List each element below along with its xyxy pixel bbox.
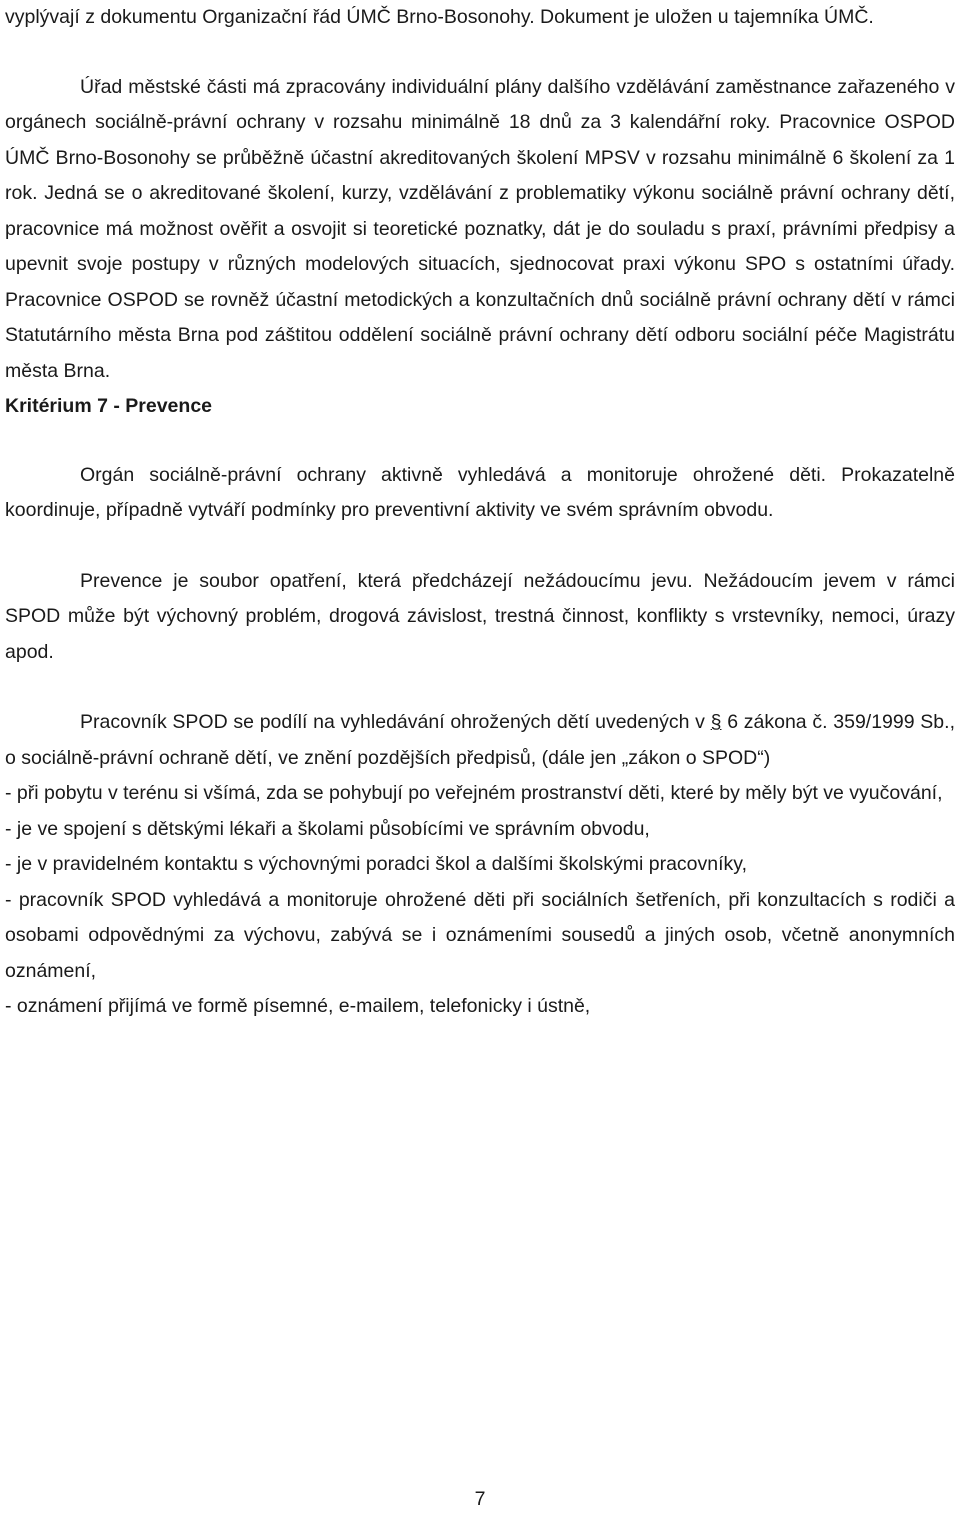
paragraph-organizational-rules: vyplývají z dokumentu Organizační řád ÚMČ Brno-Bosonohy. Dokument je uložen u tajemníka ÚMČ. — [5, 6, 874, 28]
paragraph-education-plans: Úřad městské části má zpracovány individuální plány dalšího vzdělávání zaměstnance zařazeného v orgánech sociálně-právní ochrany v rozsahu minimálně 18 dnů za 3 kalendářní roky. Pracovnice OSPOD ÚMČ Brno-Bosonohy se průběžně účastní akreditovaných školení MPSV v rozsahu minimálně 6 školení za 1 rok. Jedná se o akreditované školení, kurzy, vzdělávání z problematiky výkonu sociálně právní ochrany dětí, pracovnice má možnost ověřit a osvojit si teoretické poznatky, dát je do souladu s praxí, právními předpisy a upevnit svoje postupy v různých modelových situacích, sjednocovat praxi výkonu SPO s ostatními úřady. Pracovnice OSPOD se rovněž účastní metodických a konzultačních dnů sociálně právní ochrany dětí v rámci Statutárního města Brna pod záštitou oddělení sociálně právní ochrany dětí odboru sociální péče Magistrátu města Brna. — [5, 75, 955, 382]
list-item: - při pobytu v terénu si všímá, zda se pohybují po veřejném prostranství děti, které by měly být ve vyučování, — [5, 782, 943, 804]
paragraph-prevention-definition: Prevence je soubor opatření, která předcházejí nežádoucímu jevu. Nežádoucím jevem v rámci SPOD může být výchovný problém, drogová závislost, trestná činnost, konflikty s vrstevníky, nemoci, úrazy apod. — [5, 569, 955, 663]
section-heading: Kritérium 7 - Prevence — [5, 395, 213, 417]
text-fragment: , o sociálně-právní ochraně dětí, ve znění pozdějších předpisů, (dále jen „zákon o SPOD“) — [5, 711, 955, 769]
document-page — [5, 0, 955, 1025]
list-item: - oznámení přijímá ve formě písemné, e-mailem, telefonicky i ústně, — [5, 995, 591, 1017]
list-item: - pracovník SPOD vyhledává a monitoruje ohrožené děti při sociálních šetřeních, při konzultacích s rodiči a osobami odpovědnými za výchovu, zabývá se i oznámeními sousedů a jiných osob, včetně anonymních oznámení, — [5, 888, 955, 982]
section-symbol: § — [710, 711, 722, 733]
text-fragment: Pracovník SPOD se podílí na vyhledávání ohrožených dětí uvedených v — [80, 711, 711, 733]
paragraph-spod-worker — [5, 705, 955, 776]
list-item: - je ve spojení s dětskými lékaři a školami působícími ve správním obvodu, — [5, 817, 650, 840]
law-reference: 6 zákona č. 359/1999 Sb. — [721, 711, 950, 733]
list-item: - je v pravidelném kontaktu s výchovnými poradci škol a dalšími školskými pracovníky, — [5, 853, 747, 875]
paragraph-criterion-description: Orgán sociálně-právní ochrany aktivně vyhledává a monitoruje ohrožené děti. Prokazatelně koordinuje, případně vytváří podmínky pro preventivní aktivity ve svém správním obvodu. — [5, 463, 955, 521]
page-number: 7 — [474, 1488, 486, 1510]
